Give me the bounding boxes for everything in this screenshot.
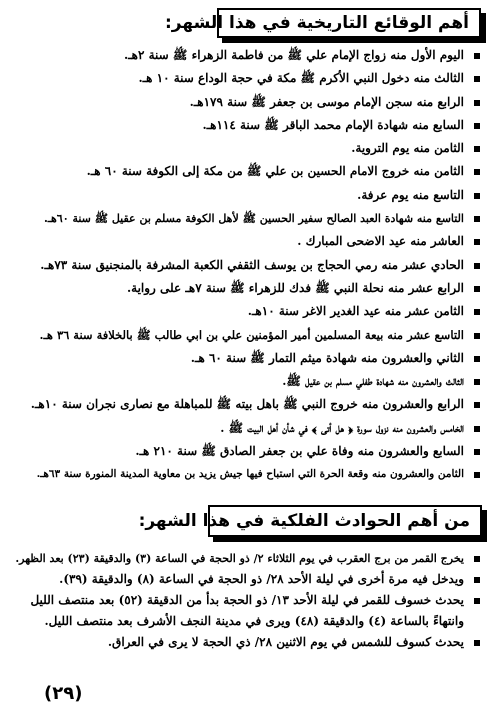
list-item: الثامن منه يوم التروية. bbox=[30, 137, 482, 160]
bullet-icon bbox=[474, 193, 480, 199]
list-item: العاشر منه عيد الاضحى المبارك . bbox=[30, 230, 482, 253]
list-item: يحدث كسوف للشمس في يوم الاثنين ٢٨/ ذي الحجة لا يرى في العراق. bbox=[12, 632, 482, 653]
list-item: التاسع منه يوم عرفة. bbox=[30, 184, 482, 207]
bullet-icon bbox=[474, 426, 480, 432]
historical-events-list bbox=[30, 44, 482, 487]
list-item: ويدخل فيه مرة أخرى في ليلة الأحد ٢٨/ ذو الحجة في الساعة (٨) والدقيقة (٣٩). bbox=[12, 569, 482, 590]
page-number: (٢٩) bbox=[44, 683, 83, 704]
bullet-icon bbox=[474, 263, 480, 269]
bullet-icon bbox=[474, 100, 480, 106]
bullet-icon bbox=[474, 309, 480, 315]
list-item: الحادي عشر منه رمي الحجاج بن يوسف الثقفي الكعبة المشرفة بالمنجنيق سنة ٧٣هـ. bbox=[30, 254, 482, 277]
bullet-icon bbox=[474, 239, 480, 245]
list-item: الثالث والعشرون منه شهادة طفلي مسلم بن عقيل ﷺ. bbox=[30, 370, 482, 393]
list-item: السابع والعشرون منه وفاة علي بن جعفر الصادق ﷺ سنة ٢١٠ هـ. bbox=[30, 440, 482, 463]
list-item: الخامس والعشرون منه نزول سورة ﴿ هل أتى ﴾ في شأن أهل البيت ﷺ . bbox=[30, 417, 482, 440]
bullet-icon bbox=[474, 169, 480, 175]
list-item: الثالث منه دخول النبي الأكرم ﷺ مكة في حجة الوداع سنة ١٠ هـ. bbox=[30, 67, 482, 90]
section-heading-text: أهم الوقائع التاريخية في هذا الشهر: bbox=[165, 13, 469, 33]
list-item: يحدث خسوف للقمر في ليلة الأحد ١٣/ ذو الحجة بدأ من الدقيقة (٥٢) بعد منتصف الليل وانتهاءً بالساعة (٤) والدقيقة (٤٨) ويرى في مدينة النجف الأشرف بعد منتصف الليل. bbox=[12, 590, 482, 632]
list-item: الثامن عشر منه عيد الغدير الاغر سنة ١٠هـ. bbox=[30, 300, 482, 323]
list-item: الثامن منه خروج الامام الحسين بن علي ﷺ من مكة إلى الكوفة سنة ٦٠ هـ. bbox=[30, 160, 482, 183]
list-item: التاسع عشر منه بيعة المسلمين أمير المؤمنين علي بن ابي طالب ﷺ بالخلافة سنة ٣٦ هـ. bbox=[30, 324, 482, 347]
list-item: اليوم الأول منه زواج الإمام علي ﷺ من فاطمة الزهراء ﷺ سنة ٢هـ. bbox=[30, 44, 482, 67]
bullet-icon bbox=[474, 472, 480, 478]
list-item: التاسع منه شهادة العبد الصالح سفير الحسين ﷺ لأهل الكوفة مسلم بن عقيل ﷺ سنة ٦٠هـ. bbox=[30, 207, 482, 230]
list-item: الرابع والعشرون منه خروج النبي ﷺ باهل بيته ﷺ للمباهلة مع نصارى نجران سنة ١٠هـ. bbox=[30, 393, 482, 416]
bullet-icon bbox=[474, 449, 480, 455]
bullet-icon bbox=[474, 286, 480, 292]
section-heading-historical-events bbox=[165, 8, 481, 38]
section-heading-text: من أهم الحوادث الفلكية في هذا الشهر: bbox=[138, 511, 470, 531]
bullet-icon bbox=[474, 640, 480, 646]
list-item: الثامن والعشرون منه وقعة الحرة التي استباح فيها جيش يزيد بن معاوية المدينة المنورة سنة ٦٣هـ. bbox=[30, 463, 482, 486]
bullet-icon bbox=[474, 402, 480, 408]
list-item: الثاني والعشرون منه شهادة ميثم التمار ﷺ سنة ٦٠ هـ. bbox=[30, 347, 482, 370]
list-item: السابع منه شهادة الإمام محمد الباقر ﷺ سنة ١١٤هـ. bbox=[30, 114, 482, 137]
bullet-icon bbox=[474, 146, 480, 152]
bullet-icon bbox=[474, 598, 480, 604]
bullet-icon bbox=[474, 356, 480, 362]
bullet-icon bbox=[474, 53, 480, 59]
bullet-icon bbox=[474, 333, 480, 339]
astronomical-events-list bbox=[12, 548, 482, 653]
bullet-icon bbox=[474, 76, 480, 82]
bullet-icon bbox=[474, 556, 480, 562]
list-item: يخرج القمر من برج العقرب في يوم الثلاثاء ٢/ ذو الحجة في الساعة (٣) والدقيقة (٢٣) بعد الظهر. bbox=[12, 548, 482, 569]
bullet-icon bbox=[474, 216, 480, 222]
list-item: الرابع منه سجن الإمام موسى بن جعفر ﷺ سنة ١٧٩هـ. bbox=[30, 91, 482, 114]
list-item: الرابع عشر منه نحلة النبي ﷺ فدك للزهراء ﷺ سنة ٧هـ على رواية. bbox=[30, 277, 482, 300]
section-heading-astronomical-events bbox=[138, 505, 482, 537]
bullet-icon bbox=[474, 577, 480, 583]
bullet-icon bbox=[474, 379, 480, 385]
bullet-icon bbox=[474, 123, 480, 129]
